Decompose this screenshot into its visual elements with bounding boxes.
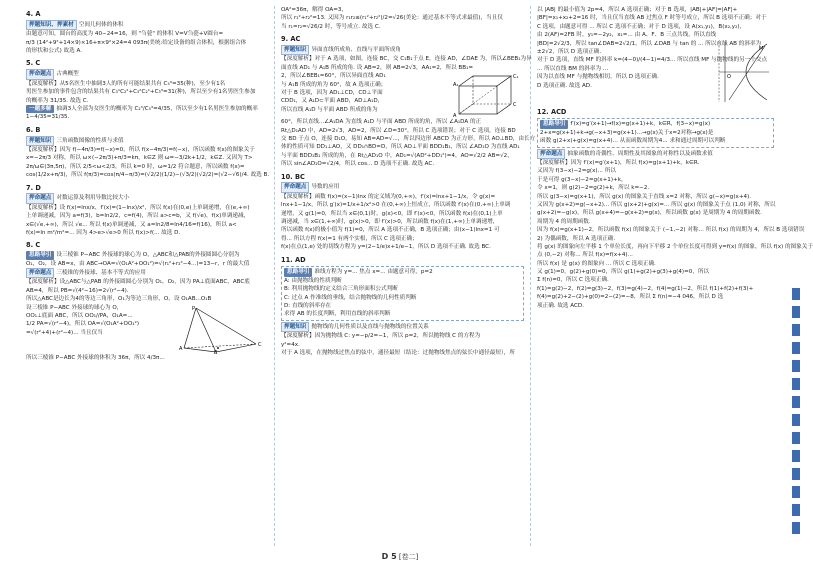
parabola-figure xyxy=(715,40,771,104)
q4-line: 由题意可知，圆台的高度为 40−24=16，则 "刍甍" 的体积 V=V刍甍+V圆台= xyxy=(26,31,224,38)
q8-line: 所以三棱锥 P−ABC 外接球的体积为 36π，所以 4/3π... xyxy=(26,354,165,361)
q9-tag: 押题知识 xyxy=(281,45,309,55)
q8-number: 8. C xyxy=(26,241,41,250)
q8-topic: 三棱锥的外接球、基本不等式的应用 xyxy=(56,270,146,277)
q8-callout-text: 设三棱锥 P−ABC 外接球的球心为 O，△ABC和△PAB的外接圆圆心分别为 xyxy=(56,252,240,259)
q5-callout-label: 一题多解 xyxy=(26,105,54,113)
q9-line: CDD₁，又 A₁D⊂平面 ABD，AD⊥A₁D， xyxy=(281,98,384,105)
col3-intro-line: 对于 D 选项，直线 MF 的斜率 k=(4−0)/(4−1)=4/3... 所以直线 MF 与抛物线的另一个交点 xyxy=(537,57,768,64)
q11-topic: 抛物线的几何性质以及直线与抛物线的位置关系 xyxy=(311,323,429,330)
q9-line: 与平面 BDD₁B₁ 所成的角，在 Rt△AD₁O 中，AD₁=√(AD²+DD₁²)=4，AO=√2/2 AB=√2， xyxy=(281,152,513,159)
col3-intro-line: ... 所以直线 BM 的斜率为 ... xyxy=(537,65,609,72)
q6-line: x=−2π/3 对称，所以 ω×(−2π/3)+π/3=kπ，k∈Z 则 ω=−3/2k+1/2，k∈Z. 又因为 T> xyxy=(26,155,253,162)
q12-line: 2) 为偶函数，所以 A 选项正确. xyxy=(537,235,616,242)
svg-text:P: P xyxy=(192,305,196,312)
q9-line: 60°，所以直线...∠A₁DA 为直线 A₁D 与平面 ABD 所成的角，所以 ∠A₁DA 的正 xyxy=(281,119,482,126)
col2-intro-line: OA²=36π，解得 OA=3， xyxy=(281,7,348,13)
q10-line: 递增，又 g(1)=0，所以当 x∈(0,1)时，g(x)<0，即 f′(x)<0，所以函数 f(x)在(0,1)上单 xyxy=(281,210,503,217)
q9-number: 9. AC xyxy=(281,35,301,44)
q11-note-line: A: 由抛物线的性质判断 xyxy=(284,277,342,284)
edge-stripe xyxy=(792,468,800,480)
q12-line: g(x+2)=−g(x)，所以 g(x+4)=−g(x+2)=g(x)，所以函数 g(x) 是周期为 4 的周期函数. xyxy=(537,210,762,217)
q12-line: Σ f(n)=0，所以 C 选项正确. xyxy=(537,277,609,284)
q12-line: 周期为 4 的周期函数. xyxy=(537,218,591,225)
q12-line: 又 g(1)=0，g(2)+g(0)=0，所以 g(1)+g(2)+g(3)+g(4)=0，所以 xyxy=(537,269,710,276)
q5-line: 的概率为 31/35. 故选 C. xyxy=(26,97,89,104)
q10-line: 调递减，当 x∈(1,+∞)时，g(x)>0，即 f′(x)>0，所以函数 f(x)在(1,+∞)上单调递增， xyxy=(281,219,499,226)
q7-line: 上单调递减，因为 a=f(3)，b=ln2/2，c=f(4)，所以 a>c=b，又 f(√e)，f(x)单调递减， xyxy=(26,213,250,220)
q5-line: 【深度解析】从5名医生中抽调3人的所有可能结果共有 C₅³=35(种)，至少有1名 xyxy=(26,80,226,87)
q11-note-line: 求得 AB 的长度判断，利用直线的斜率判断 xyxy=(284,311,391,318)
q12-line: 因为 f(x)=g(x+1)−2，所以函数 f(x) 的图象关于 (−1,−2) 对称... 所以 f(x) 的周期为 4，所以 B 选项错误 xyxy=(537,227,805,234)
q12-callout-label: 思路导引 xyxy=(540,120,568,128)
q10-number: 10. BC xyxy=(281,172,305,181)
q12-line: f(1)=g(2)−2，f(2)=g(3)−2，f(3)=g(4)−2，f(4)=g(1)−2，所以 f(1)+f(2)+f(3)+ xyxy=(537,285,754,292)
col3-intro-line: C 选项，由题意可得 ... 所以 C 选项不正确；对于 D 选项，设 A(x₁,y₁)，B(x₂,y₂)， xyxy=(537,23,746,30)
q12-line: f(4)=g(2)+2−(2)+g(0)=2−(2)=−8，所以 Σ f(n)=−4 046，所以 D 选 xyxy=(537,294,724,301)
q9-line: 【深度解析】对于 A 选项，如图，连接 BC，交 C₁B₁于点 E，连接 AD，∠DAE 为，所以∠BEB₁为异 xyxy=(281,56,532,63)
q12-tag: 押命题点 xyxy=(537,149,565,159)
col3-intro-line: |BF|=x₁+x₂+2=16 时，当且仅当直线 AB 过焦点 F 时等号成立，所以 B 选项不正确；对于 xyxy=(537,15,767,22)
col3-intro-line: D 选项正确. 故选 AD. xyxy=(537,82,592,89)
svg-text:M: M xyxy=(759,45,764,52)
q4-topic: 空间几何体的体积 xyxy=(78,21,124,28)
q9-line: 体的性质可知 DD₁⊥AO，又 DD₁∩BD=D，所以 AO⊥平面 BDD₁B₁，所以 ∠AD₁O 为直线 AD₁ xyxy=(281,144,520,151)
svg-text:A: A xyxy=(453,113,457,120)
q10-line: 得... 所以方程 f(x)=1 有两个实根，所以 C 选项正确； xyxy=(281,235,418,242)
q12-callout-box xyxy=(537,118,774,147)
edge-stripe xyxy=(792,342,800,354)
svg-text:C: C xyxy=(258,341,262,348)
q6-line: cos(1/2x+π/3)，所以 f(π/3)=cos(π/4−π/3)=(√2/2)(1/2)−(√3/2)(√2/2)=(√2−√6)/4. 故选 B. xyxy=(26,172,270,179)
q11-callout-box xyxy=(281,266,524,320)
col3-intro-line: |BD|=2√2/3，所以 tan∠DAB=2√2/1，所以 ∠DAB 与 tan 的 ... 所以直线 AB 的斜率为 xyxy=(537,40,762,47)
q12-topic: 抽象函数的奇偶性、周期性及其图象的对称性以及函数求值 xyxy=(567,150,713,157)
q9-line: 所以直线 A₁D 与平面 ABD 所成的角为 xyxy=(281,106,378,113)
q8-line: =√(r²+4)+(r²−4)... 当且仅当 xyxy=(26,329,103,336)
edge-stripe xyxy=(792,306,800,318)
q12-callout-line: f′(x)=g′(x+1)→f(x)=g(x+1)+k，k∈R，f(3−x)=g(x) xyxy=(570,121,711,128)
col3-intro-line: 因为以直线 MF 与抛物线相切，所以 D 选项正确. xyxy=(537,74,659,81)
q7-number: 7. D xyxy=(26,183,41,192)
q11-line: 对于 A 选项，在抛物线过焦点的弦中，通径最短（结论：过抛物线焦点的弦长中通径最短），所 xyxy=(281,350,515,356)
q10-line: lnx+1−1/x，所以 g′(x)=1/x+1/x²>0 在(0,+∞)上恒成立，所以函数 f′(x)在(0,+∞)上单调 xyxy=(281,202,511,209)
q11-note-line: 准线方程为 y=... 焦点 x=... 由题意可得，p=2 xyxy=(314,269,433,276)
q12-line: 点 (0,−2) 对称... 所以 f(x)=f(x+4)... xyxy=(537,252,633,259)
q12-callout-line: 函数 g(2+x)+g(x)=g(x+4)... 从而函数周期为4... 求和通过周期可以判断 xyxy=(540,138,726,145)
q12-line: 所以 g(3−x)=g(x+1)，所以 g(x) 的图象关于直线 x=2 对称，所以 g(−x)=g(x+4). xyxy=(537,193,752,200)
svg-text:B: B xyxy=(214,349,218,356)
q12-line: 将 g(x) 的图象向左平移 1 个单位长度，再向下平移 2 个单位长度可得到 y=f(x) 的图象，所以 f(x) 的图象关于 xyxy=(537,243,813,250)
edge-stripe xyxy=(792,396,800,408)
q12-line: 【深度解析】因为 f′(x)=g′(x+1)，所以 f(x)=g(x+1)+k，k∈R. xyxy=(537,160,700,167)
edge-stripe xyxy=(792,324,800,336)
q9-line: 交 BD 于点 O，连接 D₁O，易知 AB=AD=√...，所以四边形 ABCD 为正方形，所以 AO⊥BD，由长方 xyxy=(281,136,536,143)
q7-topic: 对数运算及利用导数比较大小 xyxy=(56,195,130,202)
column-right xyxy=(531,6,813,546)
q7-tag: 押命题点 xyxy=(26,193,54,203)
q8-line: AB=4，所以 PB=√(4²−16)=2√(r²−4). xyxy=(26,287,129,294)
q11-callout-label: 思路导引 xyxy=(284,268,312,276)
q9-topic: 异面直线所成角、直线与平面所成角 xyxy=(311,47,401,54)
page-footer xyxy=(0,552,800,562)
volume-label: [卷二] xyxy=(398,553,419,561)
q11-note-line: D: 直线的斜率存在 xyxy=(284,303,332,310)
col3-intro-line: 以 |AB| 的最小值为 2p=4，所以 A 选项正确；对于 B 选项，|AB|+|AF|=|AF|+ xyxy=(537,7,738,13)
q5-callout-text: 抽调3人全部为女医生的概率为 C₂³/C₅³=4/35，所以至少有1名男医生参加的概率 xyxy=(56,105,258,112)
q5-topic: 古典概型 xyxy=(56,71,79,78)
q5-line: 男医生参加的事件包含的结果共有 C₃¹C₂²+C₃²C₂¹+C₃³=31(种)，所以至少有1名男医生参加 xyxy=(26,89,256,96)
q10-line: 所以函数 f(x)的极小值为 f(1)=0，所以 A 选项不正确，B 选项正确；由(x−1)lnx=1 可 xyxy=(281,227,500,234)
svg-text:O: O xyxy=(727,73,731,80)
q4-number: 4. A xyxy=(26,10,41,18)
q8-line: 1/2 PA=√(r²−4)，所以 OA=√(O₁A²+OO₁²) xyxy=(26,321,140,328)
q6-tag: 押题知识 xyxy=(26,136,54,146)
q6-line: 【深度解析】因为 f(−4π/3)=f(−x)=0，所以 f(x−4π/3)=f(−x)，所以函数 f(x)的图象关于 xyxy=(26,146,255,153)
edge-stripe xyxy=(792,360,800,372)
col3-intro-line: ±2√2，所以 D 选项正确. xyxy=(537,48,602,55)
svg-text:C₁: C₁ xyxy=(513,74,519,81)
q11-tag: 押题知识 xyxy=(281,322,309,332)
q11-line: y²=4x. xyxy=(281,341,300,348)
edge-stripe xyxy=(792,378,800,390)
cuboid-figure xyxy=(451,72,521,118)
q12-line: 令 x=1，则 g(2)−2=g(2)+k，所以 k=−2. xyxy=(537,185,650,192)
column-middle xyxy=(275,6,536,546)
q9-line: Rt△D₁AD 中，AD=2√3，AD=2，所以 ∠D=30°，所以 C 选项错误；对于 C 选项，连接 BD xyxy=(281,127,516,134)
q8-line: OO₁⊥底面 ABC，所以 OO₁//PA，O₁A=... xyxy=(26,313,133,319)
q4-tag: 押题知识、押素材 xyxy=(26,20,77,30)
q10-line: f(x)在点(1,e) 处的切线方程为 y=(2−1/e)x+1/e−1，所以 D 选项不正确. 故选 BC. xyxy=(281,244,491,251)
q11-note-line: B: 利用抛物线的定义结合三角形面积公式判断 xyxy=(284,286,398,293)
q6-topic: 三角函数图像的性质与求值 xyxy=(56,137,124,144)
q12-line: 项正确. 故选 ACD. xyxy=(537,302,585,309)
q4-line: π/3 (14²+9²+14×9)×16+π×9²×24=4 093π(美统:给定设备的组合体积，根据组合体 xyxy=(26,39,247,46)
q7-line: x∈(√e,+∞)，所以 √e... 所以 f(x)单调递减，又 a=ln2/8=ln4/16=f(16)，所以 a< xyxy=(26,221,237,228)
q8-tag: 押命题点 xyxy=(26,268,54,278)
q11-number: 11. AD xyxy=(281,255,306,264)
q8-callout-label: 思路导引 xyxy=(26,251,54,259)
q9-line: 2，所以∠BEB₁=60°，所以异面直线 AD₁ xyxy=(281,73,386,80)
q8-callout-line: O₁，O₂，设 AB=x，由 ABC→OA=√(O₁A²+OO₁²)=√(r₁²+r₂²−4...)=13−r，r 的最大值 xyxy=(26,260,250,267)
q11-line: 【深度解析】因为抛物线 C: y=−p/2=−1，所以 p=2，所以抛物线 C 的方程为 xyxy=(281,333,481,340)
q4-line: 的形状和公式) 故选 A. xyxy=(26,48,82,55)
q12-line: 所以 f(x) 是 g(x) 的图象向 ... 所以 C 选项正确. xyxy=(537,260,656,267)
q5-callout-end: 1−4/35=31/35. xyxy=(26,114,70,121)
q12-callout-line: 2+x=g(x+1)+k→g(−x+3)=g(x+1)...→g(x)关于x=2对称→g(x)是 xyxy=(540,129,714,136)
edge-stripe xyxy=(792,414,800,426)
col2-intro-line: 当 r₁=r₂=√26/2 时，等号成立. 故选 C. xyxy=(281,23,381,30)
edge-stripe xyxy=(792,432,800,444)
q5-tag: 押命题点 xyxy=(26,69,54,79)
q10-line: 【深度解析】函数 f(x)=(x−1)lnx 的定义域为(0,+∞)，f′(x)=lnx+1−1/x，令 g(x)= xyxy=(281,193,496,200)
svg-text:A: A xyxy=(179,345,183,352)
q12-number: 12. ACD xyxy=(537,107,567,116)
q10-tag: 押命题点 xyxy=(281,182,309,192)
q7-line: f(x)=ln m²/m²=... 因为 4>e>√e>0 所以 f(x)>f(... 故选 D. xyxy=(26,229,181,236)
q11-note-line: C: 过点 A 作准线的垂线，结合抛物线的几何性质判断 xyxy=(284,294,417,301)
col2-intro-line: 所以 r₁²+r₂²=13. 又因为 r₁r₂≤(r₁²+r₂²)/2=√26(美论：通过基本不等式求最值)，当且仅 xyxy=(281,15,503,22)
edge-stripe xyxy=(792,504,800,516)
edge-stripe xyxy=(792,288,800,300)
edge-stripe xyxy=(792,522,800,534)
q9-line: 对于 B 选项，因为 AD₁⊥CD，CD⊥平面 xyxy=(281,90,383,97)
q6-number: 6. B xyxy=(26,125,41,134)
column-left xyxy=(20,6,275,546)
q8-line: 【深度解析】设△ABC与△PAB 的外接圆圆心分别为 O₁，O₂，因为 PA⊥底面ABC，ABC底 xyxy=(26,279,250,286)
edge-stripe xyxy=(792,450,800,462)
q9-line: 与 A₁B 所成的角为 60°，故 A 选项正确； xyxy=(281,81,387,88)
q8-line: 所以△ABC是边长为4的等边三角形，O₁为等边三角形，O，设 O₁AB...O₁B xyxy=(26,296,212,303)
tetrahedron-figure xyxy=(176,304,264,354)
q7-line: 【深度解析】设 f(x)=lnx/x，f′(x)=(1−lnx)/x²，所以 f(x)在(0,e)上单调递增，在(e,+∞) xyxy=(26,204,250,211)
edge-stripe xyxy=(792,486,800,498)
svg-text:C: C xyxy=(513,102,517,109)
q12-line: 于是可得 g(3−x)−2=g(x+1)+k， xyxy=(537,176,627,183)
q6-line: 2π/ω∈(3π,5π)，所以 2/5<ω<2/3，所以 k=0 时，ω=1/2 符合题意，所以函数 f(x)= xyxy=(26,163,245,170)
q12-line: 又因为 g(x+2)=g(−x+2)... 所以 g(x+2)+g(x)=... 所以 g(x) 的图象关于点 (1,0) 对称，所以 xyxy=(537,201,776,208)
q5-number: 5. C xyxy=(26,59,41,68)
q9-line: 面直线 AD₁ 与 A₁B 所成的角. 设 AB=2，则 AB=2√3，AA₁=2，所以 BB₁= xyxy=(281,64,474,71)
q8-line: 设三棱锥 P−ABC 外接球的球心为 O， xyxy=(26,304,123,311)
page-number: D 5 xyxy=(381,552,397,561)
col3-intro-line: 由 2(AF)=2FB 时，y₁=−2y₂，x₁=... 由 A、F、B 三点共线，所以直线 xyxy=(537,32,717,39)
svg-text:A₁: A₁ xyxy=(453,82,459,89)
q12-line: 又因为 f(3−x)−2=g(x)... 所以 xyxy=(537,168,616,175)
q10-topic: 导数的应用 xyxy=(311,184,340,191)
q9-line: 所以 sin∠AD₁O=√2/4，所以 cos... D 选项不正确. 故选 AC. xyxy=(281,161,435,168)
